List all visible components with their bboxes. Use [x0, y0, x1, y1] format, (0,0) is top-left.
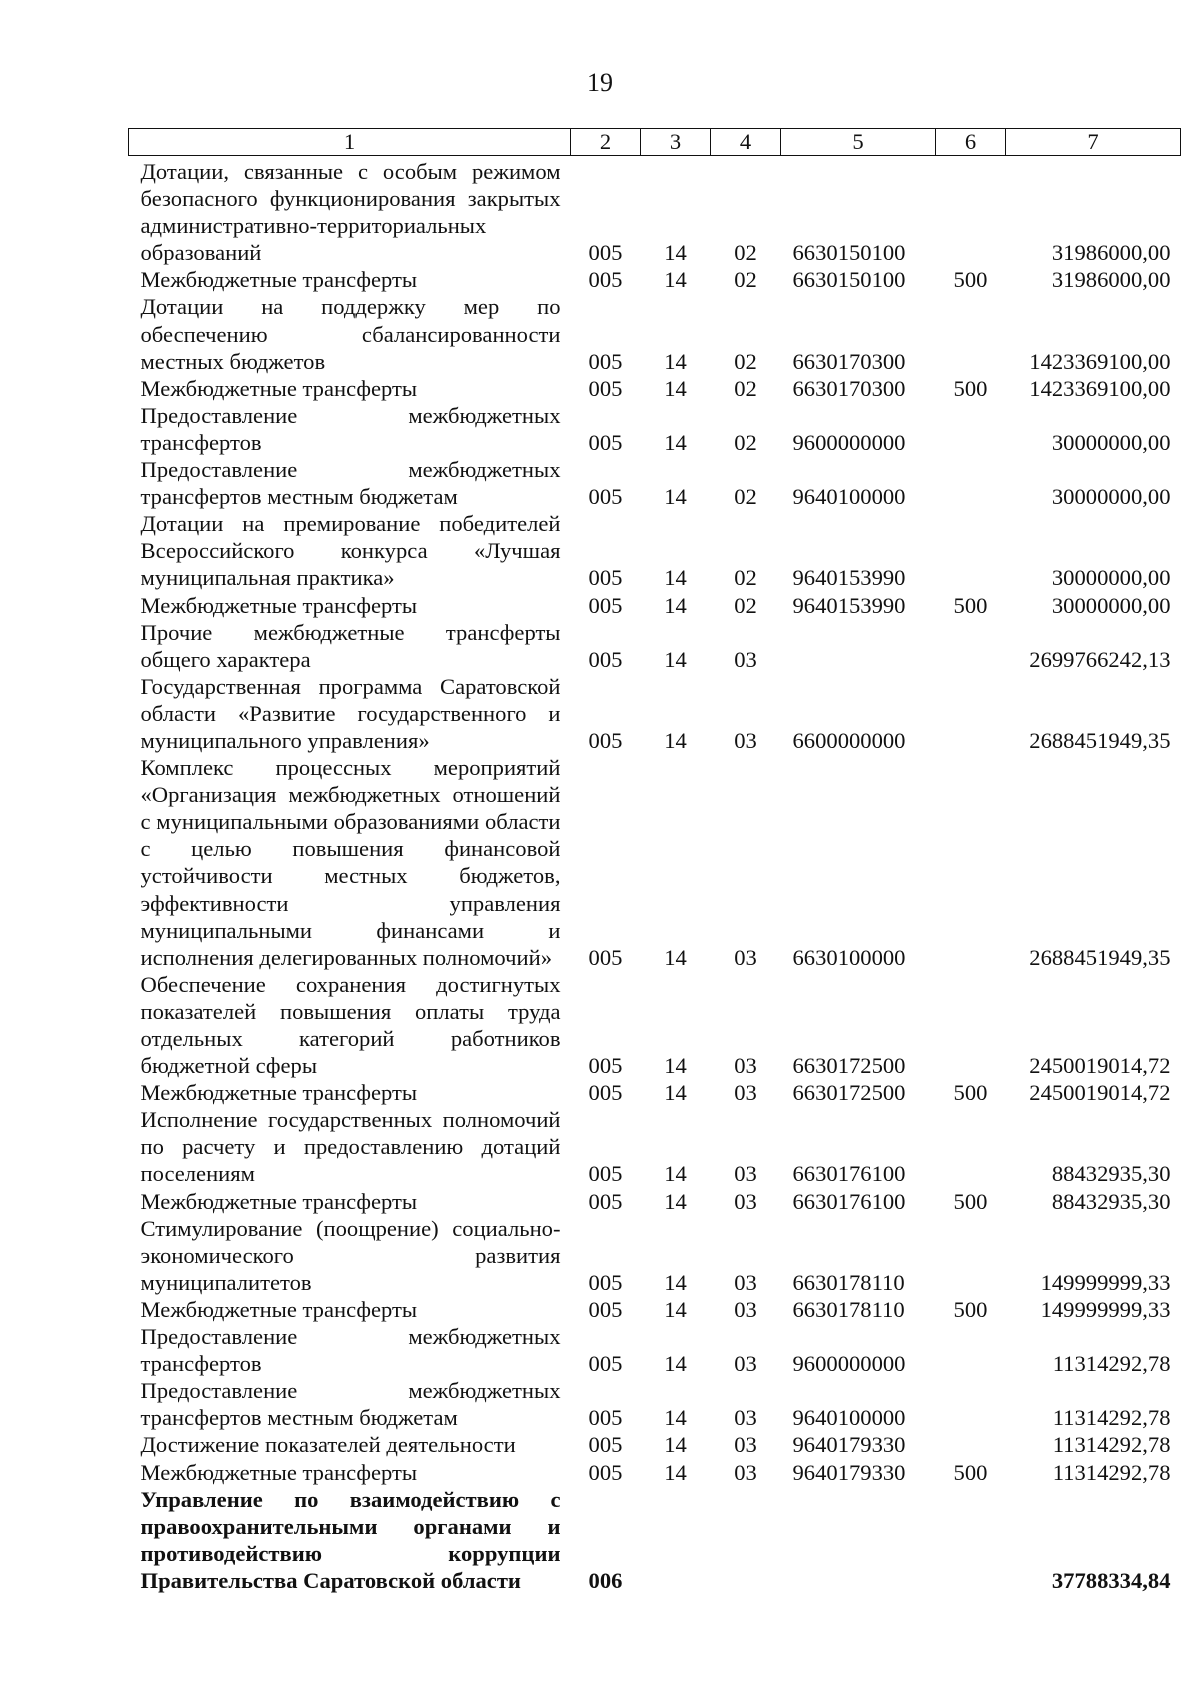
cell-ministry-code: 005	[588, 1459, 623, 1485]
cell-subsection: 03	[734, 944, 757, 970]
cell-amount: 30000000,00	[1051, 429, 1171, 455]
cell-subsection: 03	[734, 727, 757, 753]
cell-ministry-code: 005	[588, 267, 623, 293]
cell-target-article: 9640179330	[792, 1432, 906, 1458]
cell-subsection: 03	[734, 1269, 757, 1295]
cell-ministry-code: 005	[588, 375, 623, 401]
cell-ministry-code: 005	[588, 348, 623, 374]
cell-subsection: 03	[734, 1459, 757, 1485]
row-name: Дотации на премирование победителей Всероссийского конкурса «Лучшая муниципальная практика»	[140, 511, 561, 591]
table-row	[129, 1459, 1181, 1486]
table-row	[129, 375, 1181, 402]
cell-section: 14	[664, 727, 687, 753]
cell-target-article: 6630172500	[792, 1080, 906, 1106]
cell-amount: 11314292,78	[1052, 1459, 1171, 1485]
cell-ministry-code: 005	[588, 484, 623, 510]
cell-section: 14	[664, 592, 687, 618]
cell-section: 14	[664, 484, 687, 510]
cell-section: 14	[664, 565, 687, 591]
row-name: Межбюджетные трансферты	[140, 267, 418, 293]
cell-target-article: 6630170300	[792, 348, 906, 374]
table-row	[129, 456, 1181, 510]
cell-expense-type	[936, 619, 1006, 673]
cell-amount: 88432935,30	[1051, 1161, 1171, 1187]
cell-section: 14	[664, 1269, 687, 1295]
table-row	[129, 1377, 1181, 1431]
cell-subsection: 03	[734, 1161, 757, 1187]
table-row	[129, 266, 1181, 293]
cell-amount: 31986000,00	[1051, 267, 1171, 293]
cell-target-article: 6630150100	[792, 267, 906, 293]
row-name: Предоставление межбюджетных трансфертов местным бюджетам	[140, 1378, 561, 1431]
cell-expense-type	[936, 510, 1006, 591]
table-row	[129, 1296, 1181, 1323]
cell-ministry-code: 005	[588, 565, 623, 591]
cell-ministry-code: 005	[588, 1269, 623, 1295]
cell-ministry-code: 005	[588, 1161, 623, 1187]
cell-section: 14	[664, 1432, 687, 1458]
table-row	[129, 1079, 1181, 1106]
table-row	[129, 619, 1181, 673]
table-body	[129, 156, 1181, 1594]
cell-ministry-code: 005	[588, 240, 623, 266]
cell-section	[641, 1486, 711, 1594]
cell-expense-type: 500	[953, 375, 988, 401]
cell-amount: 2450019014,72	[1029, 1053, 1171, 1079]
row-name: Комплекс процессных мероприятий «Организация межбюджетных отношений с муниципальными образованиями области с целью повышения финансовой устойчивости местных бюджетов, эффективности управления муниципальными финансами и исполнения делегированных полномочий»	[140, 755, 561, 970]
cell-ministry-code: 005	[588, 1080, 623, 1106]
cell-section: 14	[664, 1351, 687, 1377]
cell-section: 14	[664, 1161, 687, 1187]
cell-target-article: 6630178110	[792, 1269, 905, 1295]
cell-expense-type: 500	[953, 1080, 988, 1106]
cell-expense-type	[936, 1106, 1006, 1187]
cell-target-article: 6630176100	[792, 1161, 906, 1187]
cell-target-article: 9600000000	[792, 1351, 906, 1377]
cell-amount: 88432935,30	[1051, 1188, 1171, 1214]
row-name: Дотации, связанные с особым режимом безопасного функционирования закрытых административно-территориальных образований	[140, 159, 561, 266]
cell-section: 14	[664, 429, 687, 455]
row-name: Межбюджетные трансферты	[140, 1459, 418, 1485]
cell-section: 14	[664, 1053, 687, 1079]
table-row	[129, 156, 1181, 267]
cell-subsection	[711, 1486, 781, 1594]
row-name: Достижение показателей деятельности	[140, 1432, 516, 1458]
cell-expense-type	[936, 293, 1006, 374]
cell-expense-type: 500	[953, 592, 988, 618]
budget-table	[128, 128, 1181, 1594]
cell-subsection: 03	[734, 646, 757, 672]
cell-subsection: 02	[734, 484, 757, 510]
cell-amount: 37788334,84	[1051, 1567, 1171, 1593]
cell-expense-type	[936, 673, 1006, 754]
cell-target-article: 6630170300	[792, 375, 906, 401]
cell-subsection: 02	[734, 348, 757, 374]
cell-target-article: 6630178110	[792, 1296, 905, 1322]
column-header-1: 1	[129, 129, 571, 156]
page-number: 19	[587, 68, 613, 97]
row-name: Межбюджетные трансферты	[140, 592, 418, 618]
cell-subsection: 03	[734, 1053, 757, 1079]
cell-target-article: 9640153990	[792, 592, 906, 618]
row-name: Межбюджетные трансферты	[140, 1296, 418, 1322]
cell-amount: 149999999,33	[1040, 1296, 1171, 1322]
cell-target-article: 6630176100	[792, 1188, 906, 1214]
cell-amount: 149999999,33	[1040, 1269, 1171, 1295]
cell-ministry-code: 006	[588, 1567, 623, 1593]
table-row	[129, 1215, 1181, 1296]
column-number-row	[129, 129, 1181, 156]
cell-ministry-code: 005	[588, 429, 623, 455]
row-name: Предоставление межбюджетных трансфертов местным бюджетам	[140, 457, 561, 510]
cell-subsection: 03	[734, 1351, 757, 1377]
table-row	[129, 402, 1181, 456]
cell-expense-type	[936, 456, 1006, 510]
cell-amount: 30000000,00	[1051, 565, 1171, 591]
cell-section: 14	[664, 1296, 687, 1322]
row-name: Предоставление межбюджетных трансфертов	[140, 1324, 561, 1377]
row-name: Предоставление межбюджетных трансфертов	[140, 402, 561, 455]
cell-subsection: 03	[734, 1080, 757, 1106]
cell-subsection: 02	[734, 375, 757, 401]
cell-expense-type	[936, 402, 1006, 456]
table-row	[129, 1106, 1181, 1187]
cell-amount: 2699766242,13	[1029, 646, 1171, 672]
column-header-6: 6	[936, 129, 1006, 156]
cell-target-article: 9640100000	[792, 1405, 906, 1431]
column-header-4: 4	[711, 129, 781, 156]
cell-ministry-code: 005	[588, 944, 623, 970]
cell-amount: 30000000,00	[1051, 484, 1171, 510]
cell-section: 14	[664, 375, 687, 401]
cell-section: 14	[664, 646, 687, 672]
cell-subsection: 03	[734, 1405, 757, 1431]
cell-target-article: 9640153990	[792, 565, 906, 591]
cell-section: 14	[664, 1459, 687, 1485]
table-row	[129, 1431, 1181, 1458]
table-row	[129, 1486, 1181, 1594]
cell-expense-type	[936, 1377, 1006, 1431]
cell-subsection: 03	[734, 1188, 757, 1214]
cell-section: 14	[664, 348, 687, 374]
row-name: Управление по взаимодействию с правоохранительными органами и противодействию коррупции Правительства Саратовской области	[140, 1486, 561, 1593]
cell-target-article: 6630100000	[792, 944, 906, 970]
cell-expense-type	[936, 754, 1006, 971]
cell-amount: 11314292,78	[1052, 1405, 1171, 1431]
table-row	[129, 1323, 1181, 1377]
cell-ministry-code: 005	[588, 1432, 623, 1458]
table-row	[129, 592, 1181, 619]
cell-amount: 11314292,78	[1052, 1432, 1171, 1458]
row-name: Межбюджетные трансферты	[140, 1080, 418, 1106]
cell-target-article	[781, 1486, 936, 1594]
cell-ministry-code: 005	[588, 1053, 623, 1079]
cell-amount: 1423369100,00	[1029, 348, 1171, 374]
row-name: Межбюджетные трансферты	[140, 1188, 418, 1214]
column-header-7: 7	[1006, 129, 1181, 156]
cell-ministry-code: 005	[588, 1188, 623, 1214]
column-header-5: 5	[781, 129, 936, 156]
cell-ministry-code: 005	[588, 592, 623, 618]
row-name: Государственная программа Саратовской области «Развитие государственного и муниципального управления»	[140, 673, 561, 753]
table-row	[129, 673, 1181, 754]
cell-expense-type	[936, 1486, 1006, 1594]
cell-amount: 11314292,78	[1052, 1351, 1171, 1377]
cell-target-article: 6600000000	[792, 727, 906, 753]
cell-expense-type	[936, 1431, 1006, 1458]
cell-subsection: 02	[734, 565, 757, 591]
row-name: Прочие межбюджетные трансферты общего характера	[140, 619, 561, 672]
cell-target-article	[781, 619, 936, 673]
table-row	[129, 510, 1181, 591]
cell-expense-type: 500	[953, 1296, 988, 1322]
row-name: Исполнение государственных полномочий по расчету и предоставлению дотаций поселениям	[140, 1107, 561, 1187]
row-name: Обеспечение сохранения достигнутых показателей повышения оплаты труда отдельных категорий работников бюджетной сферы	[140, 971, 561, 1079]
cell-subsection: 02	[734, 267, 757, 293]
column-header-2: 2	[571, 129, 641, 156]
table-row	[129, 1188, 1181, 1215]
cell-subsection: 03	[734, 1432, 757, 1458]
row-name: Межбюджетные трансферты	[140, 375, 418, 401]
cell-amount: 2688451949,35	[1029, 944, 1171, 970]
cell-subsection: 03	[734, 1296, 757, 1322]
table-header	[129, 129, 1181, 156]
cell-target-article: 6630172500	[792, 1053, 906, 1079]
cell-section: 14	[664, 1188, 687, 1214]
cell-section: 14	[664, 267, 687, 293]
cell-ministry-code: 005	[588, 727, 623, 753]
cell-amount: 31986000,00	[1051, 240, 1171, 266]
cell-expense-type: 500	[953, 1459, 988, 1485]
cell-amount: 2450019014,72	[1029, 1080, 1171, 1106]
table-row	[129, 293, 1181, 374]
cell-amount: 1423369100,00	[1029, 375, 1171, 401]
cell-expense-type	[936, 1323, 1006, 1377]
cell-ministry-code: 005	[588, 1405, 623, 1431]
cell-ministry-code: 005	[588, 646, 623, 672]
cell-subsection: 02	[734, 592, 757, 618]
column-header-3: 3	[641, 129, 711, 156]
cell-target-article: 9600000000	[792, 429, 906, 455]
table-row	[129, 971, 1181, 1079]
cell-target-article: 9640179330	[792, 1459, 906, 1485]
cell-ministry-code: 005	[588, 1296, 623, 1322]
cell-section: 14	[664, 240, 687, 266]
cell-expense-type	[936, 1215, 1006, 1296]
cell-amount: 2688451949,35	[1029, 727, 1171, 753]
row-name: Дотации на поддержку мер по обеспечению сбалансированности местных бюджетов	[140, 294, 561, 374]
cell-section: 14	[664, 944, 687, 970]
cell-section: 14	[664, 1405, 687, 1431]
cell-subsection: 02	[734, 240, 757, 266]
cell-expense-type: 500	[953, 1188, 988, 1214]
cell-section: 14	[664, 1080, 687, 1106]
cell-expense-type	[936, 971, 1006, 1079]
cell-expense-type	[936, 156, 1006, 267]
cell-target-article: 9640100000	[792, 484, 906, 510]
cell-amount: 30000000,00	[1051, 592, 1171, 618]
cell-subsection: 02	[734, 429, 757, 455]
table-row	[129, 754, 1181, 971]
cell-ministry-code: 005	[588, 1351, 623, 1377]
cell-target-article: 6630150100	[792, 240, 906, 266]
cell-expense-type: 500	[953, 267, 988, 293]
row-name: Стимулирование (поощрение) социально-экономического развития муниципалитетов	[140, 1215, 561, 1295]
